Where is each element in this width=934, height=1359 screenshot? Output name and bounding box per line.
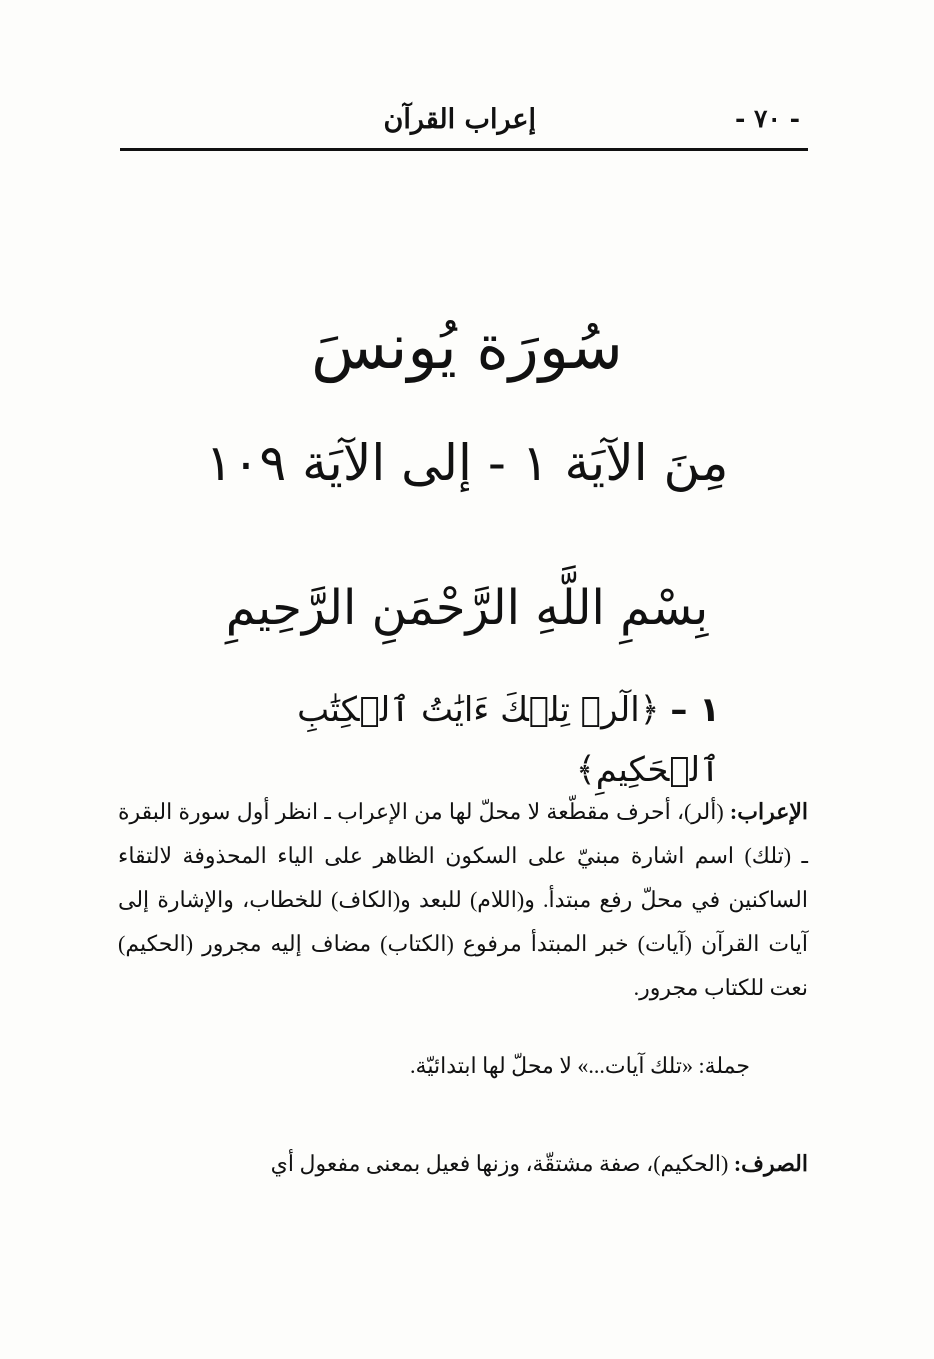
running-head [120,104,808,148]
basmala: بِسْمِ اللَّهِ الرَّحْمَنِ الرَّحِيمِ [225,580,709,636]
sarf-label: الصرف: [733,1151,808,1176]
page-number: - ٧٠ - [734,104,800,133]
irab-paragraph [118,790,808,1010]
irab-label: الإعراب: [729,799,808,824]
sentence-label: جملة: [698,1053,750,1078]
sarf-paragraph [118,1142,808,1186]
verse-text: ﴿الٓرۚ تِلۡكَ ءَايَٰتُ ٱلۡكِتَٰبِ ٱلۡحَكِيمِ﴾ [297,690,720,790]
irab-text: (ألر)، أحرف مقطّعة لا محلّ لها من الإعراب ـ انظر أول سورة البقرة ـ (تلك) اسم اشارة مبنيّ على السكون الظاهر على الياء المحذوفة لالتقاء الساكنين في محلّ رفع مبتدأ. و(اللام) للبعد و(الكاف) للخطاب، والإشارة إلى آيات القرآن (آيات) خبر المبتدأ مرفوع (الكتاب) مضاف إليه مجرور (الحكيم) نعت للكتاب مجرور. [118,799,808,1000]
verse-number: ١ – [670,690,720,730]
verse-line [200,680,720,800]
sentence-text: «تلك آيات...» لا محلّ لها ابتدائيّة. [410,1053,699,1078]
running-title: إعراب القرآن [383,104,536,135]
sentence-paragraph [180,1044,750,1088]
header-rule [120,148,808,151]
sarf-text: (الحكيم)، صفة مشتقّة، وزنها فعيل بمعنى مفعول أي [270,1151,734,1176]
surah-title: سُورَة يُونسَ [311,310,623,383]
surah-verse-range: مِنَ الآيَة ١ - إلى الآيَة ١٠٩ [205,434,729,492]
